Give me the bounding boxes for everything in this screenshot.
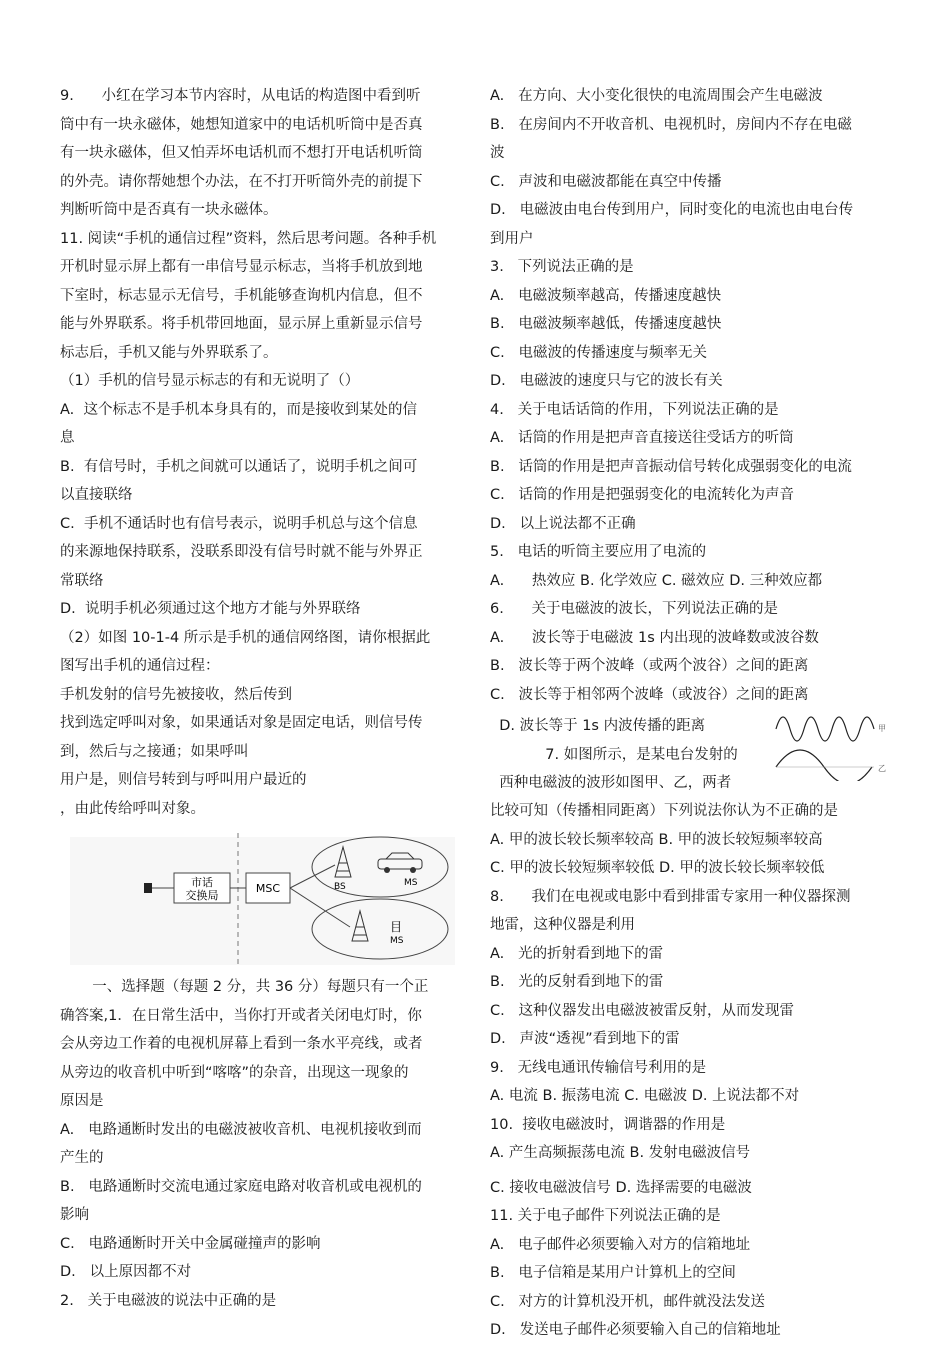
text-line: 比较可知（传播相同距离）下列说法你认为不正确的是 bbox=[490, 803, 838, 819]
ms-label-top: MS bbox=[404, 878, 418, 888]
text-line: 用户是，则信号转到与呼叫用户最近的 bbox=[60, 772, 307, 788]
text-line: A. 甲的波长较长频率较高 B. 甲的波长较短频率较高 bbox=[490, 831, 823, 848]
text-line: 判断听筒中是否真有一块永磁体。 bbox=[60, 202, 278, 218]
text-line: D. 发送电子邮件必须要输入自己的信箱地址 bbox=[490, 1322, 781, 1338]
text-line: C. 话筒的作用是把强弱变化的电流转化为声音 bbox=[490, 487, 795, 503]
text-line: 5. 电话的听筒主要应用了电流的 bbox=[490, 544, 707, 560]
text-line: A. 产生高频振荡电流 B. 发射电磁波信号 bbox=[490, 1145, 751, 1161]
text-line: 4. 关于电话话筒的作用，下列说法正确的是 bbox=[490, 401, 779, 418]
text-line: 11. 关于电子邮件下列说法正确的是 bbox=[490, 1208, 721, 1224]
text-line: 影响 bbox=[60, 1207, 89, 1223]
text-line: D. 说明手机必须通过这个地方才能与外界联络 bbox=[60, 601, 361, 617]
text-line: A. 波长等于电磁波 1s 内出现的波峰数或波谷数 bbox=[490, 629, 819, 646]
text-line: B. 电磁波频率越低，传播速度越快 bbox=[490, 316, 722, 332]
text-line: B. 话筒的作用是把声音振动信号转化成强弱变化的电流 bbox=[490, 458, 852, 475]
text-line: 西种电磁波的波形如图甲、乙，两者 bbox=[490, 775, 732, 791]
text-line: C. 手机不通话时也有信号表示，说明手机总与这个信息 bbox=[60, 515, 418, 532]
text-line: 地雷，这种仪器是利用 bbox=[490, 917, 635, 933]
text-line: （1）手机的信号显示标志的有和无说明了（） bbox=[60, 373, 360, 389]
text-line: 10. 接收电磁波时，调谐器的作用是 bbox=[490, 1116, 726, 1133]
text-line: 以直接联络 bbox=[60, 487, 133, 503]
section-1-block bbox=[60, 973, 465, 1315]
text-line: B. 光的反射看到地下的雷 bbox=[490, 974, 664, 990]
text-line: C. 电磁波的传播速度与频率无关 bbox=[490, 344, 708, 361]
text-line: 到用户 bbox=[490, 230, 534, 247]
text-line: B. 在房间内不开收音机、电视机时，房间内不存在电磁 bbox=[490, 116, 852, 133]
mobile-phone-glyph: 目 bbox=[390, 920, 403, 934]
questions-7-11-block bbox=[490, 797, 890, 1345]
text-line: 下室时，标志显示无信号，手机能够查询机内信息，但不 bbox=[60, 287, 423, 304]
text-line: （2）如图 10-1-4 所示是手机的通信网络图，请你根据此 bbox=[60, 629, 431, 646]
text-line: C. 波长等于相邻两个波峰（或波谷）之间的距离 bbox=[490, 686, 809, 703]
questions-2-6-block bbox=[490, 82, 890, 709]
question-11-block bbox=[60, 225, 465, 824]
text-line: 会从旁边工作着的电视机屏幕上看到一条水平亮线，或者 bbox=[60, 1036, 423, 1052]
text-line: 原因是 bbox=[60, 1093, 104, 1109]
text-line: 常联络 bbox=[60, 572, 104, 589]
text-line: B. 波长等于两个波峰（或两个波谷）之间的距离 bbox=[490, 658, 809, 674]
text-line: A. 这个标志不是手机本身具有的，而是接收到某处的信 bbox=[60, 401, 417, 418]
network-diagram-svg bbox=[60, 829, 465, 969]
text-line: D. 波长等于 1s 内波传播的距离 bbox=[490, 718, 706, 734]
text-line: A. 光的折射看到地下的雷 bbox=[490, 945, 664, 962]
text-line: A. 电磁波频率越高，传播速度越快 bbox=[490, 287, 722, 304]
ms-label-bottom: MS bbox=[390, 936, 404, 946]
waveform-figure bbox=[774, 709, 890, 781]
text-line: D. 电磁波由电台传到用户，同时变化的电流也由电台传 bbox=[490, 202, 854, 218]
local-switch-label-1: 市话 bbox=[191, 876, 213, 889]
text-line: 有一块永磁体，但又怕弄坏电话机而不想打开电话机听筒 bbox=[60, 145, 423, 161]
text-line: B. 电路通断时交流电通过家庭电路对收音机或电视机的 bbox=[60, 1178, 422, 1195]
text-line: 到，然后与之接通；如果呼叫 bbox=[60, 743, 249, 760]
text-line: D. 以上说法都不正确 bbox=[490, 515, 636, 532]
text-line: 2. 关于电磁波的说法中正确的是 bbox=[60, 1292, 277, 1309]
text-line: 确答案,1．在日常生活中，当你打开或者关闭电灯时，你 bbox=[60, 1007, 422, 1024]
text-line: 8. 我们在电视或电影中看到排雷专家用一种仪器探测 bbox=[490, 888, 851, 905]
text-line: 波 bbox=[490, 145, 505, 161]
text-line: A. 电流 B. 振荡电流 C. 电磁波 D. 上说法都不对 bbox=[490, 1088, 800, 1104]
wave-jia-label: 甲 bbox=[878, 724, 886, 733]
text-line: D. 电磁波的速度只与它的波长有关 bbox=[490, 373, 723, 389]
text-line: C. 接收电磁波信号 D. 选择需要的电磁波 bbox=[490, 1179, 752, 1196]
question-7-header bbox=[490, 709, 890, 791]
text-line: C. 声波和电磁波都能在真空中传播 bbox=[490, 173, 722, 190]
text-line: A. 热效应 B. 化学效应 C. 磁效应 D. 三种效应都 bbox=[490, 572, 823, 589]
text-line: 从旁边的收音机中听到“喀喀”的杂音，出现这一现象的 bbox=[60, 1064, 409, 1081]
text-line: 开机时显示屏上都有一串信号显示标志，当将手机放到地 bbox=[60, 259, 423, 275]
msc-label: MSC bbox=[255, 882, 281, 895]
text-line: C. 这种仪器发出电磁波被雷反射，从而发现雷 bbox=[490, 1002, 795, 1019]
text-line: 筒中有一块永磁体，她想知道家中的电话机听筒中是否真 bbox=[60, 116, 423, 133]
bs-label: BS bbox=[334, 882, 346, 892]
text-line: C. 甲的波长较短频率较低 D. 甲的波长较长频率较低 bbox=[490, 860, 825, 876]
text-line: 的来源地保持联系，没联系即没有信号时就不能与外界正 bbox=[60, 544, 423, 560]
text-line: A. 在方向、大小变化很快的电流周围会产生电磁波 bbox=[490, 88, 823, 104]
text-line: 产生的 bbox=[60, 1150, 104, 1166]
text-line: 能与外界联系。将手机带回地面，显示屏上重新显示信号 bbox=[60, 316, 423, 332]
text-line: 一、选择题（每题 2 分，共 36 分）每题只有一个正 bbox=[60, 979, 429, 995]
network-diagram bbox=[60, 829, 465, 969]
question-9-block bbox=[60, 82, 465, 225]
wave-jia bbox=[776, 717, 874, 741]
text-line: C. 电路通断时开关中金属碰撞声的影响 bbox=[60, 1235, 321, 1252]
text-line: 标志后，手机又能与外界联系了。 bbox=[60, 344, 278, 361]
text-line: 的外壳。请你帮她想个办法，在不打开听筒外壳的前提下 bbox=[60, 173, 423, 190]
text-line: 图写出手机的通信过程： bbox=[60, 658, 220, 674]
wave-yi-label: 乙 bbox=[878, 764, 886, 773]
text-line: C. 对方的计算机没开机，邮件就没法发送 bbox=[490, 1293, 766, 1310]
text-line: 3. 下列说法正确的是 bbox=[490, 259, 634, 275]
text-line: 11. 阅读“手机的通信过程”资料，然后思考问题。各种手机 bbox=[60, 230, 437, 247]
text-line: D. 以上原因都不对 bbox=[60, 1264, 192, 1280]
text-line: A. 电子邮件必须要输入对方的信箱地址 bbox=[490, 1236, 751, 1253]
text-line: 手机发射的信号先被接收，然后传到 bbox=[60, 686, 292, 703]
telephone-icon bbox=[144, 883, 152, 893]
text-line: B. 电子信箱是某用户计算机上的空间 bbox=[490, 1265, 736, 1281]
left-column bbox=[60, 82, 465, 1315]
text-line: 找到选定呼叫对象，如果通话对象是固定电话，则信号传 bbox=[60, 715, 423, 731]
wave-yi bbox=[776, 750, 872, 781]
text-line: ，由此传给呼叫对象。 bbox=[60, 800, 205, 817]
text-line: A. 电路通断时发出的电磁波被收音机、电视机接收到而 bbox=[60, 1121, 422, 1138]
text-line: A. 话筒的作用是把声音直接送往受话方的听筒 bbox=[490, 430, 794, 446]
text-line: 息 bbox=[60, 430, 75, 446]
text-line: 9. 小红在学习本节内容时，从电话的构造图中看到听 bbox=[60, 88, 421, 104]
local-switch-label-2: 交换局 bbox=[185, 889, 219, 902]
text-line: 7. 如图所示，是某电台发射的 bbox=[490, 746, 738, 763]
text-line: 6. 关于电磁波的波长，下列说法正确的是 bbox=[490, 601, 778, 617]
right-column bbox=[490, 82, 890, 1345]
text-line: B. 有信号时，手机之间就可以通话了，说明手机之间可 bbox=[60, 458, 418, 475]
text-line: D. 声波“透视”看到地下的雷 bbox=[490, 1031, 680, 1047]
text-line: 9. 无线电通讯传输信号利用的是 bbox=[490, 1059, 707, 1076]
